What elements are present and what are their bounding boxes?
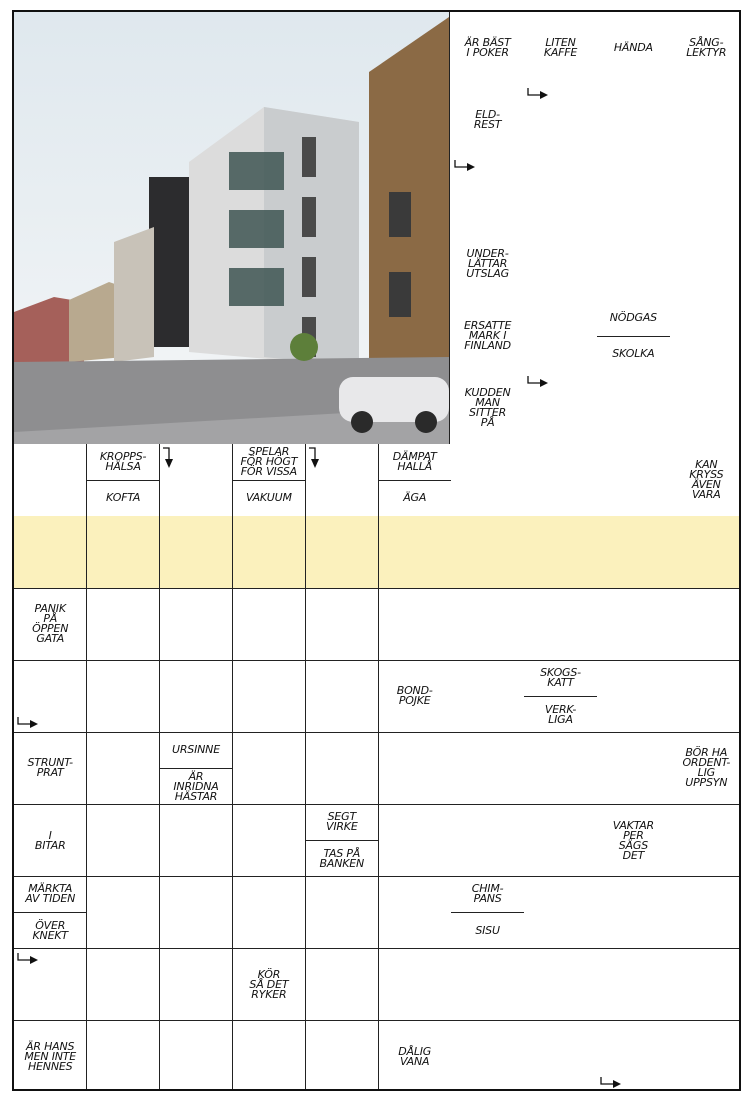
clue-text: UNDER- LÄTTAR UTSLAG (466, 246, 509, 280)
answer-cell[interactable] (14, 516, 87, 589)
letter-cell[interactable] (379, 733, 452, 806)
clue-section (14, 877, 86, 912)
letter-cell[interactable] (597, 877, 670, 950)
clue-cell (306, 805, 379, 878)
clue-text: BÖR HA ORDENT- LIG UPPSYN (682, 746, 731, 790)
clue-text: ÄR HANS MEN INTE HENNES (24, 1039, 77, 1073)
letter-cell[interactable] (451, 661, 524, 734)
letter-cell[interactable] (306, 589, 379, 662)
letter-cell[interactable] (160, 877, 233, 950)
letter-cell[interactable] (306, 1021, 379, 1091)
letter-cell[interactable] (160, 1021, 233, 1091)
clue-text: KAN KRYSS ÄVEN VARA (689, 458, 724, 502)
letter-cell[interactable] (670, 84, 741, 157)
clue-text: ÄR BÄST I POKER (464, 35, 511, 59)
clue-text: DÄMPAT HALLÅ (392, 450, 437, 474)
letter-cell[interactable] (451, 949, 524, 1022)
clue-section (451, 372, 523, 444)
clue-section (451, 300, 523, 372)
letter-cell[interactable] (87, 805, 160, 878)
clue-text: VERK- LIGA (544, 702, 577, 726)
letter-cell[interactable] (597, 156, 670, 229)
letter-cell[interactable] (306, 877, 379, 950)
letter-cell[interactable] (597, 733, 670, 806)
letter-cell[interactable] (524, 300, 597, 373)
clue-text: KOFTA (106, 491, 141, 505)
clue-cell (14, 877, 87, 950)
clue-section (306, 805, 378, 840)
clue-text: BOND- POJKE (396, 684, 433, 708)
letter-cell[interactable] (524, 805, 597, 878)
answer-cell[interactable] (379, 516, 452, 589)
letter-cell[interactable] (524, 1021, 597, 1091)
clue-text: SKOGS- KATT (540, 666, 581, 690)
clue-section (233, 480, 305, 516)
answer-cell[interactable] (597, 516, 670, 589)
answer-cell[interactable] (306, 516, 379, 589)
clue-section (14, 589, 86, 661)
letter-cell[interactable] (306, 444, 379, 517)
letter-cell[interactable] (451, 589, 524, 662)
clue-section (451, 12, 523, 84)
clue-cell (597, 12, 670, 85)
letter-cell[interactable] (524, 372, 597, 445)
letter-cell[interactable] (87, 589, 160, 662)
letter-cell[interactable] (451, 444, 524, 517)
letter-cell[interactable] (87, 733, 160, 806)
street-building-image (14, 12, 449, 446)
letter-cell[interactable] (597, 661, 670, 734)
clue-section (379, 661, 451, 733)
letter-cell[interactable] (233, 661, 306, 734)
clue-text: VAKTAR PER SÄGS DET (612, 818, 654, 862)
clue-section (524, 696, 596, 732)
clue-cell (451, 12, 524, 85)
letter-cell[interactable] (233, 877, 306, 950)
clue-text: ÄGA (403, 491, 427, 505)
clue-section (233, 444, 305, 479)
letter-cell[interactable] (524, 733, 597, 806)
clue-cell (597, 300, 670, 373)
letter-cell[interactable] (451, 805, 524, 878)
clue-cell (87, 444, 160, 517)
clue-section (524, 661, 596, 696)
letter-cell[interactable] (524, 877, 597, 950)
letter-cell[interactable] (306, 661, 379, 734)
answer-cell[interactable] (87, 516, 160, 589)
letter-cell[interactable] (160, 589, 233, 662)
clue-section (597, 805, 669, 877)
letter-cell[interactable] (670, 300, 741, 373)
letter-cell[interactable] (670, 877, 741, 950)
clue-text: MÄRKTA AV TIDEN (25, 882, 76, 906)
answer-cell[interactable] (451, 516, 524, 589)
letter-cell[interactable] (14, 444, 87, 517)
letter-cell[interactable] (87, 877, 160, 950)
letter-cell[interactable] (670, 805, 741, 878)
letter-cell[interactable] (597, 949, 670, 1022)
clue-section (14, 805, 86, 877)
clue-cell (379, 444, 452, 517)
clue-text: SPELAR FÖR HÖGT FÖR VISSA (240, 445, 298, 479)
letter-cell[interactable] (670, 372, 741, 445)
letter-cell[interactable] (306, 733, 379, 806)
clue-section (597, 336, 669, 372)
letter-cell[interactable] (379, 805, 452, 878)
clue-cell (451, 300, 524, 373)
clue-cell (670, 733, 741, 806)
clue-text: VAKUUM (246, 491, 292, 505)
puzzle-photo (14, 12, 450, 447)
clue-cell (524, 12, 597, 85)
clue-cell (160, 733, 233, 806)
answer-cell[interactable] (233, 516, 306, 589)
clue-text: ERSATTE MARK I FINLAND (463, 319, 512, 353)
clue-text: TAS PÅ BANKEN (319, 846, 365, 870)
letter-cell[interactable] (160, 444, 233, 517)
clue-section (87, 480, 159, 516)
letter-cell[interactable] (670, 228, 741, 301)
clue-section (451, 912, 523, 948)
clue-text: DÅLIG VANA (398, 1044, 432, 1068)
clue-cell (670, 12, 741, 85)
letter-cell[interactable] (451, 156, 524, 229)
clue-section (451, 877, 523, 912)
clue-cell (451, 84, 524, 157)
letter-cell[interactable] (670, 661, 741, 734)
crossword-grid (12, 10, 741, 1091)
letter-cell[interactable] (233, 805, 306, 878)
letter-cell[interactable] (306, 949, 379, 1022)
clue-section (306, 840, 378, 876)
letter-cell[interactable] (524, 444, 597, 517)
letter-cell[interactable] (670, 949, 741, 1022)
letter-cell[interactable] (524, 156, 597, 229)
letter-cell[interactable] (670, 1021, 741, 1091)
clue-section (379, 444, 451, 479)
answer-cell[interactable] (670, 516, 741, 589)
clue-cell (379, 661, 452, 734)
letter-cell[interactable] (597, 84, 670, 157)
letter-cell[interactable] (233, 1021, 306, 1091)
clue-section (14, 1021, 86, 1091)
clue-section (451, 84, 523, 156)
letter-cell[interactable] (87, 661, 160, 734)
letter-cell[interactable] (524, 228, 597, 301)
letter-cell[interactable] (379, 949, 452, 1022)
answer-cell[interactable] (524, 516, 597, 589)
clue-cell (451, 372, 524, 445)
letter-cell[interactable] (233, 589, 306, 662)
clue-cell (670, 444, 741, 517)
clue-text: SKOLKA (612, 347, 655, 361)
letter-cell[interactable] (379, 589, 452, 662)
letter-cell[interactable] (597, 444, 670, 517)
letter-cell[interactable] (87, 949, 160, 1022)
clue-cell (14, 805, 87, 878)
clue-text: KÖR SÅ DET RYKER (249, 967, 289, 1001)
clue-section (597, 300, 669, 335)
clue-section (670, 12, 741, 84)
clue-text: CHIM- PANS (471, 882, 504, 906)
letter-cell[interactable] (597, 589, 670, 662)
clue-text: NÖDGAS (609, 310, 657, 324)
letter-cell[interactable] (160, 805, 233, 878)
clue-section (524, 12, 596, 84)
clue-text: PANIK PÅ ÖPPEN GATA (32, 602, 69, 646)
letter-cell[interactable] (524, 84, 597, 157)
clue-section (14, 733, 86, 805)
letter-cell[interactable] (14, 661, 87, 734)
clue-text: ELD- REST (473, 107, 502, 131)
clue-section (14, 912, 86, 948)
letter-cell[interactable] (160, 949, 233, 1022)
clue-cell (233, 444, 306, 517)
clue-text: ÖVER KNEKT (32, 918, 68, 942)
letter-cell[interactable] (524, 949, 597, 1022)
letter-cell[interactable] (597, 372, 670, 445)
clue-cell (451, 228, 524, 301)
clue-section (597, 12, 669, 84)
clue-text: URSINNE (172, 743, 220, 757)
clue-cell (14, 589, 87, 662)
clue-section (451, 228, 523, 300)
clue-cell (379, 1021, 452, 1091)
letter-cell[interactable] (451, 1021, 524, 1091)
clue-section (233, 949, 305, 1021)
clue-cell (233, 949, 306, 1022)
clue-text: ÄR INRIDNA HÄSTAR (173, 769, 219, 803)
letter-cell[interactable] (87, 1021, 160, 1091)
clue-text: SEGT VIRKE (326, 810, 358, 834)
clue-text: SISU (475, 923, 500, 937)
letter-cell[interactable] (670, 589, 741, 662)
letter-cell[interactable] (597, 228, 670, 301)
clue-cell (451, 877, 524, 950)
clue-section (87, 444, 159, 479)
letter-cell[interactable] (379, 877, 452, 950)
clue-text: STRUNT- PRAT (27, 756, 73, 780)
clue-section (160, 768, 232, 804)
letter-cell[interactable] (670, 156, 741, 229)
letter-cell[interactable] (160, 661, 233, 734)
answer-cell[interactable] (160, 516, 233, 589)
clue-text: SÅNG- LEKTYR (686, 35, 727, 59)
clue-section (160, 733, 232, 768)
letter-cell[interactable] (233, 733, 306, 806)
clue-section (379, 480, 451, 516)
clue-text: HÄNDA (613, 40, 653, 54)
clue-cell (524, 661, 597, 734)
letter-cell[interactable] (597, 1021, 670, 1091)
clue-section (670, 444, 741, 516)
letter-cell[interactable] (451, 733, 524, 806)
clue-section (670, 733, 741, 805)
clue-section (379, 1021, 451, 1091)
clue-cell (14, 1021, 87, 1091)
clue-cell (14, 733, 87, 806)
clue-text: LITEN KAFFE (543, 35, 578, 59)
clue-text: I BITAR (34, 828, 66, 852)
clue-cell (597, 805, 670, 878)
clue-text: KUDDEN MAN SITTER PÅ (464, 386, 511, 430)
clue-text: KROPPS- HÄLSA (99, 450, 147, 474)
letter-cell[interactable] (524, 589, 597, 662)
letter-cell[interactable] (14, 949, 87, 1022)
